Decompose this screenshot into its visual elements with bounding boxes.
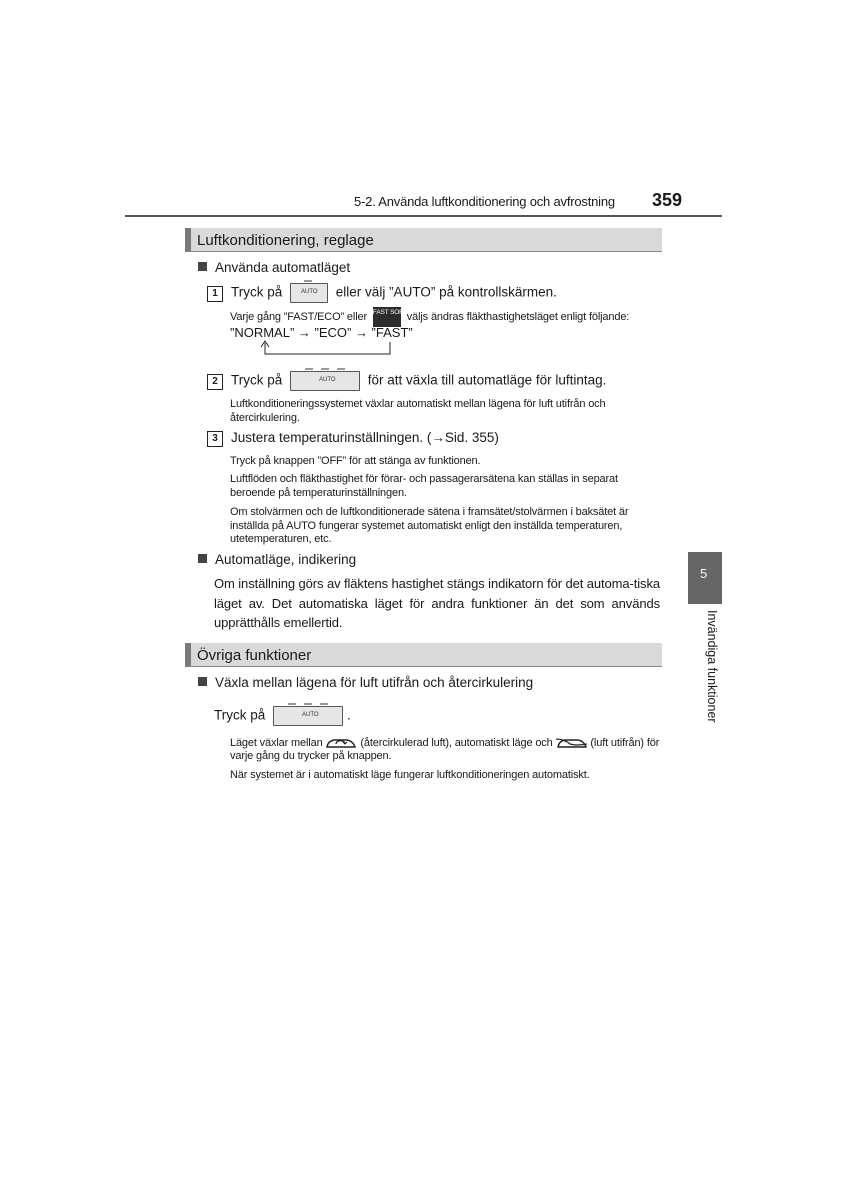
recirculated-air-icon	[325, 736, 357, 750]
air-mode-instruction: Tryck på AUTO .	[214, 706, 351, 726]
step-number-box: 1	[207, 286, 223, 302]
chapter-side-title: Invändiga funktioner	[705, 610, 719, 723]
section-title-other: Övriga funktioner	[197, 647, 312, 664]
step-3-note-2: Luftflöden och fläkthastighet för förar- och passagerarsätena kan ställas in separat beroende på temperaturinställningen.	[230, 473, 618, 499]
subheading-auto-mode: Använda automatläget	[198, 260, 350, 275]
step-2: 2 Tryck på AUTO för att växla till automatläge för luftintag.	[207, 371, 606, 391]
step-1: 1 Tryck på AUTO eller välj ”AUTO” på kontrollskärmen.	[207, 283, 557, 303]
step-1-note: Varje gång ”FAST/ECO” eller FAST SOFT väljs ändras fläkthastighetsläget enligt följande:	[230, 307, 662, 327]
fast-soft-button-icon: FAST SOFT	[373, 307, 401, 327]
air-intake-button-icon: AUTO	[273, 706, 343, 726]
sequence-return-arrow-icon	[258, 340, 394, 358]
chapter-tab-number: 5	[700, 566, 708, 581]
air-mode-note-1: Läget växlar mellan (återcirkulerad luft), automatiskt läge och (luft utifrån) för varje gång du trycker på knappen.	[230, 736, 660, 763]
header-rule	[125, 215, 722, 217]
step-3-note-3: Om stolvärmen och de luftkonditionerade sätena i framsätet/stolvärmen i baksätet är inställda på AUTO fungerar systemet automatiskt enligt den inställda temperaturen, utetemperaturen, etc.	[230, 506, 629, 545]
page-number: 359	[652, 190, 683, 210]
bullet-square-icon	[198, 262, 207, 271]
section-title-controls: Luftkonditionering, reglage	[197, 232, 374, 249]
subheading-auto-indicator: Automatläge, indikering	[198, 552, 356, 567]
step-3-note-1: Tryck på knappen ”OFF” för att stänga av funktionen.	[230, 455, 481, 467]
bullet-square-icon	[198, 677, 207, 686]
step-number-box: 3	[207, 431, 223, 447]
fan-mode-sequence: ”NORMAL” → ”ECO” → ”FAST”	[230, 325, 413, 340]
auto-button-icon: AUTO	[290, 283, 328, 303]
step-3: 3 Justera temperaturinställningen. (→Sid. 355)	[207, 430, 499, 447]
step-2-note: Luftkonditioneringssystemet växlar automatiskt mellan lägena för luft utifrån och återcirkulering.	[230, 398, 606, 424]
subheading-air-modes: Växla mellan lägena för luft utifrån och återcirkulering	[198, 675, 533, 690]
chapter-header: 5-2. Använda luftkonditionering och avfrostning	[354, 194, 615, 209]
outside-air-icon	[556, 736, 588, 750]
bullet-square-icon	[198, 554, 207, 563]
air-mode-note-2: När systemet är i automatiskt läge fungerar luftkonditioneringen automatiskt.	[230, 769, 590, 781]
air-intake-button-icon: AUTO	[290, 371, 360, 391]
auto-indicator-paragraph: Om inställning görs av fläktens hastighet stängs indikatorn för det automa-tiska läget av. Det automatiska läget för andra funktioner än det som används upprätthålls emellertid.	[214, 576, 660, 630]
step-number-box: 2	[207, 374, 223, 390]
